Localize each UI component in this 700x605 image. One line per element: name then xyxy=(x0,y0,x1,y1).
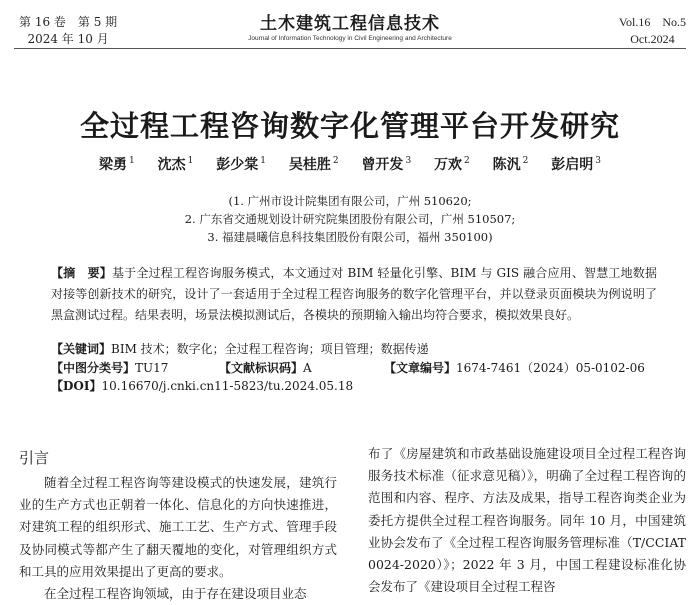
journal-name-en: Journal of Information Technology in Civil Engineering and Architecture xyxy=(248,35,452,42)
clc-value: TU17 xyxy=(135,361,169,375)
author: 吴桂胜 $^2$ xyxy=(288,156,339,173)
author: 万欢 $^2$ xyxy=(434,156,470,173)
abstract-label: 【摘 要】 xyxy=(51,266,112,280)
doc-code-value: A xyxy=(303,361,312,375)
body-right-column xyxy=(368,443,686,598)
keywords-label: 【关键词】 xyxy=(51,342,112,356)
journal-name-cn: 土木建筑工程信息技术 xyxy=(260,14,440,34)
affiliation-3: 3. 福建晨曦信息科技集团股份有限公司，福州 350100) xyxy=(207,230,493,244)
doi-value: 10.16670/j.cnki.cn11-5823/tu.2024.05.18 xyxy=(101,379,354,393)
author-list xyxy=(0,154,700,174)
section-heading: 引言 xyxy=(19,449,50,467)
paragraph: 布了《房屋建筑和市政基础设施建设项目全过程工程咨询服务技术标准（征求意见稿）》，明确了全过程工程咨询的范围和内容、程序、方法及成果，指导工程咨询类企业为委托方提供全过程工程咨询服务。同年 10 月，中国建筑业协会发布了《全过程工程咨询服务管理标准（T/CCIAT 0024-2020）》；2022 年 3 月，中国工程建设标准化协会发布了《建设项目全过程工程咨 xyxy=(368,446,686,595)
keywords xyxy=(51,340,429,359)
author: 彭启明 $^3$ xyxy=(551,156,601,173)
journal-name xyxy=(0,14,700,43)
article-number-label: 【文章编号】 xyxy=(384,361,457,375)
issue-date-en: Oct.2024 xyxy=(630,32,675,46)
clc-number xyxy=(51,359,168,378)
article-number-value: 1674-7461（2024）05-0102-06 xyxy=(456,361,645,375)
author: 曾开发 $^3$ xyxy=(361,156,412,173)
document-code xyxy=(219,359,312,378)
issue-date: 2024 年 10 月 xyxy=(27,32,109,46)
doi xyxy=(51,377,353,396)
paragraph: 在全过程工程咨询领域，由于存在建设项目业态 xyxy=(44,586,307,602)
affiliation-1: (1. 广州市设计院集团有限公司，广州 510620; xyxy=(228,194,472,208)
volume-issue-en: Vol.16 No.5 xyxy=(618,15,686,29)
journal-volume-info-en xyxy=(619,14,686,48)
author: 梁勇 $^1$ xyxy=(99,156,135,173)
affiliation-2: 2. 广东省交通规划设计研究院集团股份有限公司，广州 510507; xyxy=(184,212,516,226)
author: 陈汎 $^2$ xyxy=(492,156,529,173)
clc-label: 【中图分类号】 xyxy=(51,361,136,375)
doc-code-label: 【文献标识码】 xyxy=(219,361,304,375)
volume-issue: 第 16 卷 第 5 期 xyxy=(19,15,118,29)
keywords-text: BIM 技术；数字化；全过程工程咨询；项目管理；数据传递 xyxy=(111,342,429,356)
paragraph: 随着全过程工程咨询等建设模式的快速发展，建筑行业的生产方式也正朝着一体化、信息化的方向快速推进，对建筑工程的组织形式、施工工艺、生产方式、管理手段及协同模式等都产生了翻天覆地的变化，对管理组织方式和工具的应用效果提出了更高的要求。 xyxy=(19,475,337,579)
header-divider xyxy=(14,48,686,49)
body-left-column xyxy=(19,472,337,605)
author: 彭少棠 $^1$ xyxy=(216,156,266,173)
author: 沈杰 $^1$ xyxy=(157,156,194,173)
abstract-text: 基于全过程工程咨询服务模式，本文通过对 BIM 轻量化引擎、BIM 与 GIS 融合应用、智慧工地数据对接等创新技术的研究，设计了一套适用于全过程工程咨询服务的数字化管理平台，并以登录页面模块为例说明了黑盒测试过程。结果表明，场景法模拟测试后，各模块的预期输入输出均符合要求，模拟效果良好。 xyxy=(51,266,657,322)
abstract xyxy=(51,263,657,326)
paper-title: 全过程工程咨询数字化管理平台开发研究 xyxy=(79,109,620,143)
article-number xyxy=(384,359,645,378)
doi-label: 【DOI】 xyxy=(51,379,102,393)
